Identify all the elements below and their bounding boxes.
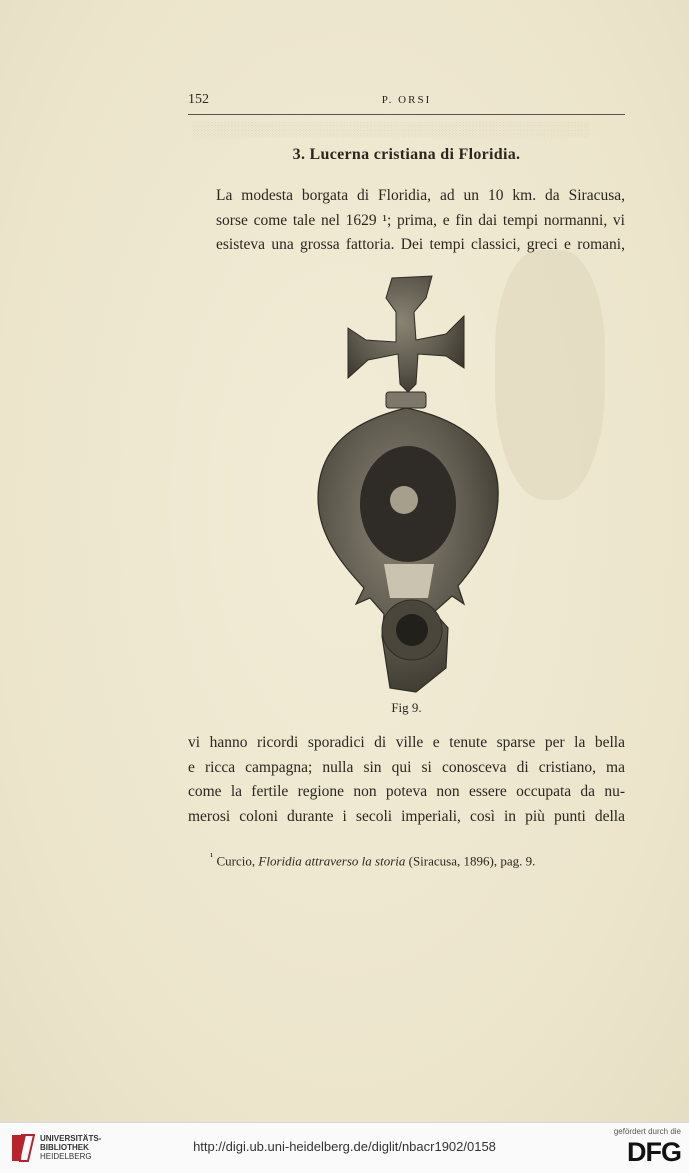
paragraph-2 xyxy=(188,731,625,829)
paragraph-line: e ricca campagna; nulla sin qui si conosceva di cristiano, ma xyxy=(188,758,625,776)
paragraph-1 xyxy=(188,184,625,258)
lamp-body xyxy=(318,408,498,692)
footnote-marker: ¹ xyxy=(210,851,214,863)
figure-caption: Fig 9. xyxy=(391,700,422,715)
paragraph-line: vi hanno ricordi sporadici di ville e tenute sparse per la bella xyxy=(188,734,625,751)
footnote-rest: (Siracusa, 1896), pag. 9. xyxy=(408,853,536,869)
footnote xyxy=(210,851,630,869)
page-number: 152 xyxy=(188,92,209,107)
library-line: BIBLIOTHEK xyxy=(40,1143,89,1152)
permalink-url[interactable]: http://digi.ub.uni-heidelberg.de/diglit/nbacr1902/0158 xyxy=(193,1139,496,1154)
library-line: HEIDELBERG xyxy=(40,1152,92,1161)
library-line: UNIVERSITÄTS- xyxy=(40,1134,102,1143)
section-title: 3. Lucerna cristiana di Floridia. xyxy=(292,146,521,163)
bleed-through-text: ░░░░░░░░░░░░░░░░░░░░░░░░░░░░░░░░░░░░░░░░ xyxy=(192,123,589,138)
paragraph-line: sorse come tale nel 1629 ¹; prima, e fin dai tempi normanni, vi xyxy=(216,211,625,229)
footnote-title: Floridia attraverso la storia xyxy=(258,853,406,869)
paragraph-line: merosi coloni durante i secoli imperiali, così in più punti della xyxy=(188,807,625,825)
paragraph-line: La modesta borgata di Floridia, ad un 10 km. da Siracusa, xyxy=(216,187,625,204)
sponsor-tagline: gefördert durch die xyxy=(613,1127,681,1136)
running-head: P. ORSI xyxy=(381,94,432,106)
cross-icon xyxy=(348,276,464,392)
paragraph-line: come la fertile regione non poteva non essere occupata da nu- xyxy=(188,783,625,800)
paragraph-line: esisteva una grossa fattoria. Dei tempi classici, greci e romani, xyxy=(216,236,625,253)
dfg-logo[interactable]: DFG xyxy=(627,1137,681,1167)
page-header xyxy=(188,92,625,115)
lamp-figure xyxy=(296,268,516,698)
viewer-footer xyxy=(0,1122,689,1173)
footnote-author: Curcio, xyxy=(216,853,256,869)
